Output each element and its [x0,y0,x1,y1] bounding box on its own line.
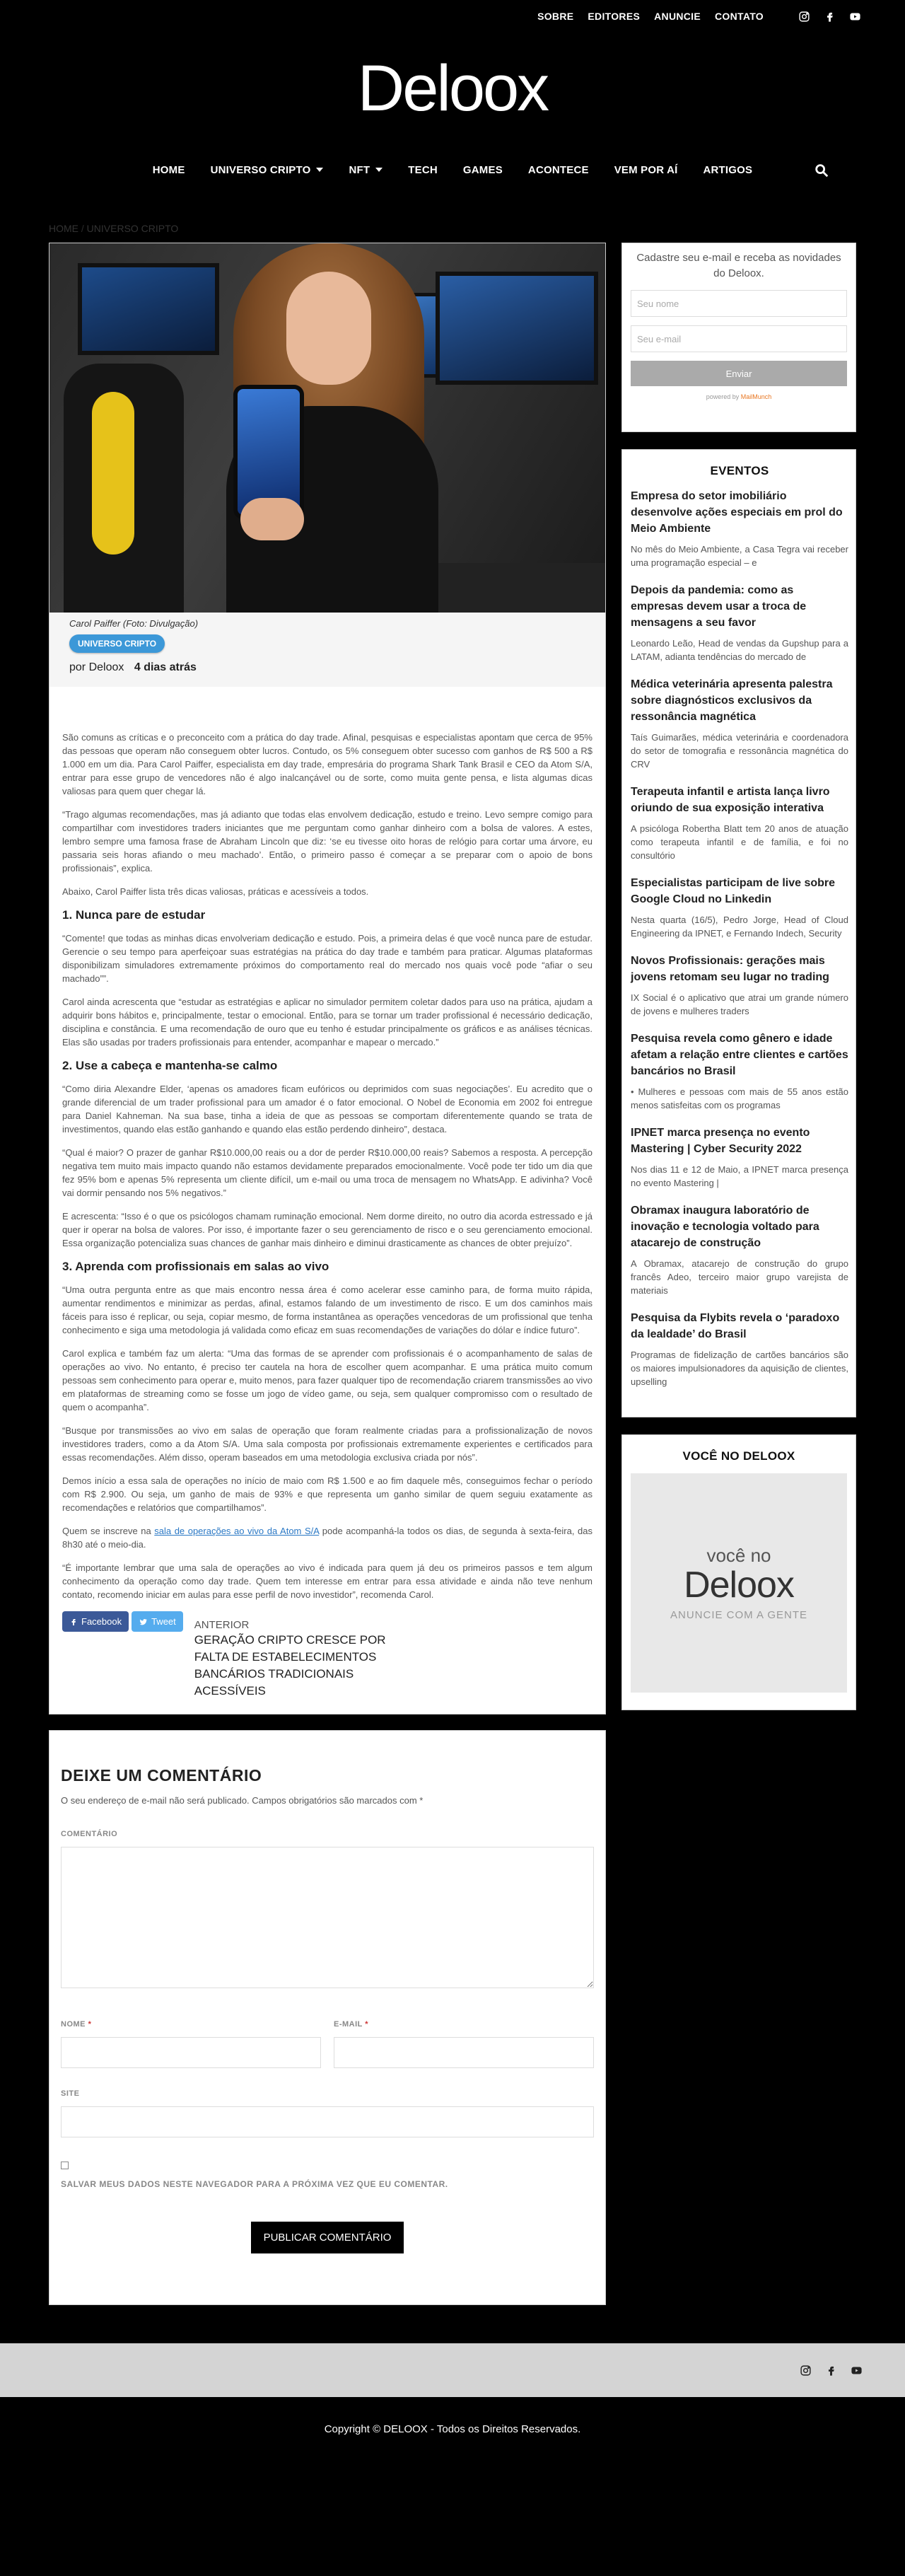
voce-no-deloox-widget [621,1434,856,1710]
nav-label: NFT [349,163,370,176]
event-excerpt: IX Social é o aplicativo que atrai um grande número de jovens e mulheres traders [631,992,848,1016]
top-link-sobre[interactable]: SOBRE [537,11,574,22]
breadcrumb-home[interactable]: HOME [49,223,78,234]
nav-label: HOME [152,163,185,176]
paragraph: Demos início a essa sala de operações no início de maio com R$ 1.500 e ao fim daquele mês, conseguimos fechar o período com R$ 2.900. Ou seja, um ganho de mais de 93% e que representa um ganho similar de quem seguiu exatamente as recomendações e relatórios que compartilhamos”. [62,1475,592,1513]
event-excerpt: A Obramax, atacarejo de construção do grupo francês Adeo, terceiro maior grupo varejista de materiais [631,1258,848,1296]
copyright: Copyright © DELOOX - Todos os Direitos Reservados. [324,2423,581,2435]
event-excerpt: Nos dias 11 e 12 de Maio, a IPNET marca presença no evento Mastering | [631,1164,848,1188]
nav-item-universo-cripto[interactable] [211,164,324,176]
event-title-link[interactable]: Obramax inaugura laboratório de inovação e tecnologia voltado para atacarejo de construção [631,1205,819,1249]
footer-social-bar [0,2343,905,2397]
event-excerpt: No mês do Meio Ambiente, a Casa Tegra vai receber uma programação especial – e [631,544,848,568]
label-text: E-MAIL [334,2020,363,2029]
page-container [49,243,856,2305]
atom-live-room-link[interactable]: sala de operações ao vivo da Atom S/A [154,1526,320,1536]
paragraph: “Como diria Alexandre Elder, ‘apenas os amadores ficam eufóricos ou deprimidos com suas negociações’. Eu acredito que o grande diferencial de um trader profissional para um amador é o fator emocional. O Nobel de Economia em 2002 foi entregue para Daniel Kahneman. Na sua base, tinha a ideia de que as pessoas se comportam diferentemente quando se trata de investimentos, quando elas estão ganhando e quando elas estão perdendo dinheiro”, destaca. [62,1084,592,1135]
youtube-icon[interactable] [850,2364,863,2377]
main-column [49,243,606,2305]
event-title-link[interactable]: Depois da pandemia: como as empresas devem usar a troca de mensagens a seu favor [631,584,807,629]
previous-post-link[interactable] [194,1618,407,1700]
name-email-row [61,2020,594,2068]
nav-label: VEM POR AÍ [614,163,678,176]
top-socials [798,10,861,23]
banner-logo-text: Deloox [684,1565,794,1606]
main-nav [39,149,866,191]
event-item [631,676,848,771]
facebook-icon [69,1618,78,1626]
paragraph: “Uma outra pergunta entre as que mais encontro nessa área é como acelerar esse caminho para, de forma muito rápida, aumentar rendimentos e minimizar as perdas, afinal, estamos falando de um investimento de risco. E um dos caminhos mais fáceis para isso é replicar, ou seja, copiar mesmo, de forma instantânea as operações vencedoras de um profissional que tenha conhecimento e siga uma metodologia já validada como eficaz em suas recomendações de variações do dólar e índice futuro”. [62,1284,592,1335]
event-excerpt: A psicóloga Robertha Blatt tem 20 anos de atuação como terapeuta infantil e de família, e foi no consultório [631,823,848,861]
nav-label: UNIVERSO CRIPTO [210,163,311,176]
save-data-checkbox[interactable] [61,2162,69,2169]
photo-chair [64,364,184,613]
powered-text: powered by [706,393,741,400]
newsletter-intro: Cadastre seu e-mail e receba as novidades do Deloox. [636,252,841,279]
nav-label: TECH [408,163,438,176]
paragraph: Abaixo, Carol Paiffer lista três dicas valiosas, práticas e acessíveis a todos. [62,886,369,897]
photo-person [212,243,445,613]
comment-textarea[interactable] [61,1847,594,1988]
breadcrumb [49,223,856,236]
chevron-down-icon [316,168,323,172]
comments-title: DEIXE UM COMENTÁRIO [61,1766,262,1785]
breadcrumb-current[interactable]: UNIVERSO CRIPTO [86,223,179,234]
event-item [631,1031,848,1112]
event-item [631,1310,848,1388]
event-excerpt: • Mulheres e pessoas com mais de 55 anos estão menos satisfeitas com os programas [631,1086,848,1110]
email-input[interactable] [334,2037,594,2068]
top-link-anuncie[interactable]: ANUNCIE [654,11,701,22]
banner-tagline: ANUNCIE COM A GENTE [670,1609,808,1621]
newsletter-name-input[interactable]: Seu nome [631,290,847,317]
facebook-icon[interactable] [823,10,836,23]
nav-item-artigos[interactable] [703,164,752,176]
save-data-label: SALVAR MEUS DADOS NESTE NAVEGADOR PARA A PRÓXIMA VEZ QUE EU COMENTAR. [61,2179,448,2189]
nav-item-tech[interactable] [408,164,438,176]
top-link-editores[interactable]: EDITORES [588,11,641,22]
post-date: 4 dias atrás [134,661,197,673]
featured-image [49,243,605,613]
facebook-icon[interactable] [824,2364,837,2377]
event-item [631,953,848,1018]
instagram-icon[interactable] [799,2364,812,2377]
breadcrumb-sep: / [78,223,87,234]
submit-comment-button[interactable]: PUBLICAR COMENTÁRIO [251,2222,404,2253]
chevron-down-icon [375,168,383,172]
nav-item-games[interactable] [463,164,503,176]
name-input[interactable] [61,2037,321,2068]
share-twitter-button[interactable] [132,1611,183,1632]
event-title-link[interactable]: Novos Profissionais: gerações mais jovens retomam seu lugar no trading [631,955,829,983]
section-heading: 2. Use a cabeça e mantenha-se calmo [62,1059,278,1072]
caption-box [49,613,605,687]
previous-title: GERAÇÃO CRIPTO CRESCE POR FALTA DE ESTABELECIMENTOS BANCÁRIOS TRADICIONAIS ACESSÍVEIS [194,1633,386,1698]
event-item [631,582,848,663]
newsletter-submit-button[interactable]: Enviar [631,361,847,386]
event-title-link[interactable]: Terapeuta infantil e artista lança livro oriundo de sua exposição interativa [631,786,830,814]
top-bar [0,0,905,33]
nav-item-acontece[interactable] [528,164,589,176]
article-content [49,687,605,1714]
event-title-link[interactable]: Empresa do setor imobiliário desenvolve ações especiais em prol do Meio Ambiente [631,490,843,535]
event-excerpt: Taís Guimarães, médica veterinária e coordenadora do setor de tomografia e ressonância magnética do CRV [631,732,848,770]
nav-item-nft[interactable] [349,164,383,176]
section-heading: 3. Aprenda com profissionais em salas ao vivo [62,1260,329,1273]
nav-items [153,164,752,176]
paragraph: Carol explica e também faz um alerta: “Uma das formas de se aprender com profissionais é o acompanhamento de salas de operações ao vivo. No entanto, é preciso ter cautela na hora de escolher quem acompanhar. E uma prática muito comum pessoas sem conhecimento para operar e, muito menos, para fazer qualquer tipo de recomendação criarem transmissões ao vivo em plataformas de streaming como se fosse um jogo de vídeo game, ou seja, sem qualquer compromisso com o resultado de quem o acompanha”. [62,1348,592,1412]
logo-area [0,33,905,149]
eventos-widget [621,449,856,1417]
widget-title: VOCÊ NO DELOOX [682,1449,795,1463]
byline-prefix: por [69,661,86,673]
share-facebook-button[interactable] [62,1611,129,1632]
nav-item-vem-por-ai[interactable] [614,164,678,176]
label-text: NOME [61,2020,86,2029]
youtube-icon[interactable] [848,10,861,23]
event-title-link[interactable]: Pesquisa da Flybits revela o ‘paradoxo da lealdade’ do Brasil [631,1312,840,1340]
twitter-icon [139,1618,148,1626]
logo-text: Deloox [357,55,548,124]
nav-item-home[interactable] [153,164,185,176]
comment-label: COMENTÁRIO [61,1830,118,1838]
powered-brand[interactable]: MailMunch [740,393,772,400]
widget-title: EVENTOS [710,464,769,477]
nav-label: GAMES [462,163,503,176]
top-link-contato[interactable]: CONTATO [715,11,764,22]
event-item [631,1202,848,1297]
powered-by [631,393,847,400]
author-link[interactable]: Deloox [88,661,124,673]
previous-label: ANTERIOR [194,1619,250,1631]
paragraph: E acrescenta: “Isso é o que os psicólogos chamam ruminação emocional. Nem dorme direito, no outro dia acorda estressado e já quer ir operar na bolsa de valores. Por isso, é importante fazer o seu gerenciamento de risco e o seu gerenciamento emocional. Essa organização potencializa suas chances de ganhar mais dinheiro e diminui drasticamente as chances de obter prejuízo”. [62,1211,592,1248]
name-field-wrap [61,2020,321,2068]
image-caption: Carol Paiffer (Foto: Divulgação) [69,618,199,629]
nav-label: ACONTECE [527,163,589,176]
section-heading: 1. Nunca pare de estudar [62,908,206,922]
share-label: Tweet [151,1616,176,1627]
paragraph: “Trago algumas recomendações, mas já adianto que todas elas envolvem dedicação, estudo e treino. Levo sempre comigo para compartilhar com investidores traders iniciantes que me perguntam como ganhar dinheiro com a bolsa de valores. A estes, lembro sempre uma famosa frase de Abraham Lincoln que diz: ‘se eu tivesse oito horas de relógio para cortar uma árvore, eu passaria seis horas afiando o meu machado’. Então, o primeiro passo é começar a se preparar com o apoio de bons profissionais”, explica. [62,809,592,874]
category-badge[interactable]: UNIVERSO CRIPTO [69,634,165,653]
required-mark: * [365,2020,369,2029]
deloox-logo[interactable] [346,55,559,126]
nav-label: ARTIGOS [703,163,753,176]
share-label: Facebook [81,1616,122,1627]
event-item [631,1125,848,1190]
comment-form [49,1730,606,2305]
email-label [334,2020,594,2029]
paragraph: “Comente! que todas as minhas dicas envolveriam dedicação e estudo. Pois, a primeira delas é que você nunca pare de estudar. Gerencie o seu tempo para aperfeiçoar suas estratégias na prática do day trade e também para praticar. Algumas plataformas disponibilizam simuladores extremamente próximos do comportamento real do mercado nos quais você pode “afiar o seu machado””. [62,933,592,984]
site-label: SITE [61,2089,80,2098]
newsletter-email-input[interactable]: Seu e-mail [631,325,847,352]
advertise-banner[interactable] [631,1473,847,1693]
paragraph: “É importante lembrar que uma sala de operações ao vivo é indicada para quem já deu os primeiros passos e tem algum conhecimento da operação como day trade. Quem tem interesse em entrar para essa atividade e ainda não teve nenhum contato, recomendo iniciar em aulas para esse perfil de novo investidor”, recomenda Carol. [62,1562,592,1600]
name-label [61,2020,321,2029]
share-row [62,1611,592,1700]
instagram-icon[interactable] [798,10,810,23]
event-title-link[interactable]: Especialistas participam de live sobre Google Cloud no Linkedin [631,877,836,905]
banner-small-text: você no [706,1545,771,1566]
comments-note: O seu endereço de e-mail não será publicado. Campos obrigatórios são marcados com * [61,1795,424,1806]
paragraph: “Busque por transmissões ao vivo em salas de operação que foram realmente criadas para a profissionalização de novos investidores traders, como a da Atom S/A. Uma sala composta por profissionais extremamente experientes e certificados para essas recomendações. Além disso, operam baseados em uma metodologia exclusiva criada por nós”. [62,1425,592,1463]
required-mark: * [88,2020,92,2029]
byline [69,661,585,674]
event-title-link[interactable]: Médica veterinária apresenta palestra sobre diagnósticos exclusivos da ressonância magnética [631,678,833,723]
event-title-link[interactable]: Pesquisa revela como gênero e idade afetam a relação entre clientes e cartões bancários no Brasil [631,1033,848,1077]
event-excerpt: Programas de fidelização de cartões bancários são os maiores impulsionadores da aquisição de clientes, upselling [631,1350,848,1387]
sidebar [621,243,856,1710]
newsletter-widget [621,243,856,432]
top-links [537,11,764,22]
text: Quem se inscreve na [62,1526,155,1536]
article [49,243,606,1715]
event-excerpt: Nesta quarta (16/5), Pedro Jorge, Head of Cloud Engineering da IPNET, e Fernando Indech, Security [631,915,848,939]
photo-monitor [436,272,598,385]
photo-monitor [78,263,219,355]
search-icon[interactable] [814,163,829,178]
paragraph: Carol ainda acrescenta que “estudar as estratégias e aplicar no simulador permitem coletar dados para uso na prática, ajudam a adquirir bons hábitos e, principalmente, testar o emocional. Então, para se tornar um trader profissional é necessário dedicação, disciplina e constância. E uma recomendação de ouro que eu tenho é estudar principalmente os gráficos e as análises técnicas. Elas são usadas por traders profissionais para entender, acompanhar e mapear o mercado.” [62,997,592,1048]
paragraph: “Qual é maior? O prazer de ganhar R$10.000,00 reais ou a dor de perder R$10.000,00 reais? Sabemos a resposta. A percepção negativa tem muito mais impacto quando não estamos devidamente preparados emocionalmente. Você pode ter tido um dia que fez 95% bom e apenas 5% representa um cliente difícil, um e-mail ou uma troca de mensagem no WhatsApp. E adivinha? Você vai dormir pensando nos 5% negativos.” [62,1147,592,1198]
event-excerpt: Leonardo Leão, Head de vendas da Gupshup para a LATAM, adianta tendências do mercado de [631,638,848,662]
paragraph: São comuns as críticas e o preconceito com a prática do day trade. Afinal, pesquisas e especialistas apontam que cerca de 95% das pessoas que operam não conseguem obter lucros. Contudo, os 5% conseguem obter sucesso com ganhos de R$ 500 a R$ 1.000 em um dia. Para Carol Paiffer, especialista em day trade, empresária do programa Shark Tank Brasil e CEO da Atom S/A, entrar para esse grupo de vencedores não é algo inalcançável ou de sorte, como muita gente pensa, e lista algumas dicas valiosas para quem quer chegar lá. [62,732,592,796]
event-title-link[interactable]: IPNET marca presença no evento Mastering | Cyber Security 2022 [631,1127,810,1155]
event-item [631,784,848,862]
text: pode acompanhá-la todos os dias, de segunda à sexta-feira, das 8h30 até o meio-dia. [62,1526,593,1550]
email-field-wrap [334,2020,594,2068]
paragraph [62,1524,592,1551]
event-item [631,488,848,569]
site-input[interactable] [61,2106,594,2137]
event-item [631,875,848,940]
